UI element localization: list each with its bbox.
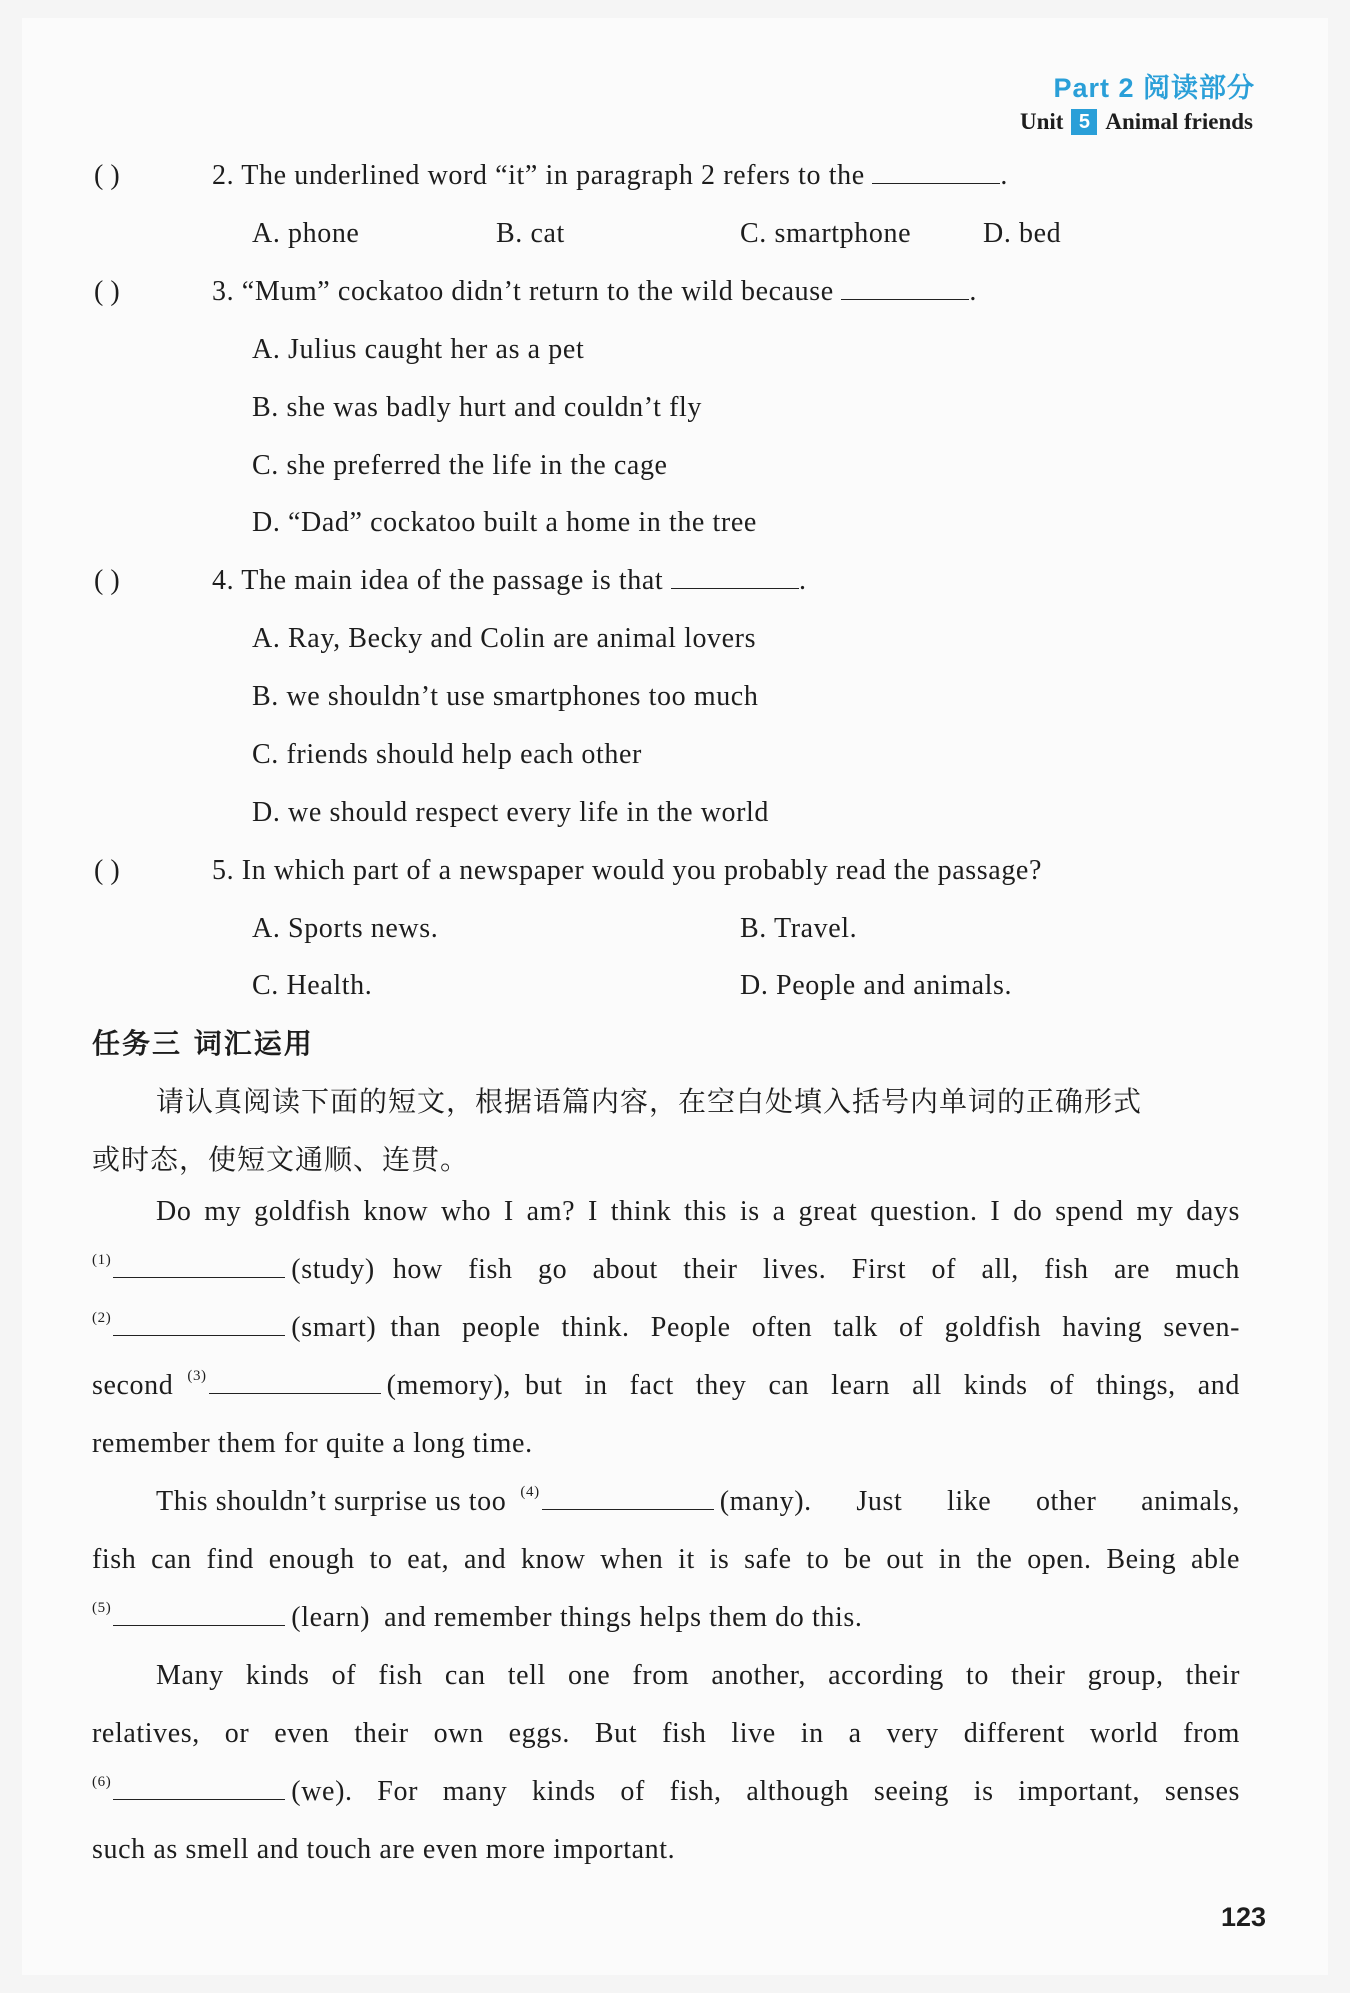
blank-number-2: (2) <box>92 1310 112 1326</box>
question-stem-q3: 3. “Mum” cockatoo didn’t return to the wild because . <box>212 276 978 307</box>
page-number: 123 <box>1220 1902 1266 1932</box>
blank-number-4: (4) <box>520 1484 540 1500</box>
option-q5-a: A. Sports news. <box>252 913 439 944</box>
blank-4[interactable] <box>542 1487 714 1510</box>
option-q2-c: C. smartphone <box>740 218 912 249</box>
passage-line-4 <box>92 1370 1240 1402</box>
passage-line-10: relatives, or even their own eggs. But fish live in a very different world from <box>92 1718 1240 1749</box>
option-q4-d: D. we should respect every life in the world <box>252 797 770 828</box>
option-q3-d: D. “Dad” cockatoo built a home in the tree <box>252 507 757 538</box>
instruction-line-1: 请认真阅读下面的短文，根据语篇内容，在空白处填入括号内单词的正确形式 <box>156 1085 1143 1118</box>
option-q5-c: C. Health. <box>252 970 373 1001</box>
hint-3: (memory), <box>386 1370 512 1401</box>
section-title: 任务三 词汇运用 <box>92 1027 314 1060</box>
unit-label: Unit <box>1019 109 1064 134</box>
option-q3-a: A. Julius caught her as a pet <box>252 334 585 365</box>
option-q4-a: A. Ray, Becky and Colin are animal lovers <box>252 623 757 654</box>
unit-title: Animal friends <box>1105 109 1253 134</box>
answer-paren-q5[interactable]: ( ) <box>94 855 120 886</box>
option-q5-d: D. People and animals. <box>740 970 1013 1001</box>
blank-number-1: (1) <box>92 1252 112 1268</box>
question-stem-q4: 4. The main idea of the passage is that . <box>212 565 807 596</box>
answer-paren-q2[interactable]: ( ) <box>94 160 120 191</box>
blank-number-6: (6) <box>92 1774 112 1790</box>
blank-3[interactable] <box>209 1371 381 1394</box>
hint-5: (learn) <box>291 1602 371 1633</box>
passage-line-7: fish can find enough to eat, and know when it is safe to be out in the open. Being able <box>92 1544 1240 1575</box>
hint-2: (smart) <box>291 1312 377 1343</box>
passage-line-5: remember them for quite a long time. <box>92 1428 533 1459</box>
instruction-line-2: 或时态，使短文通顺、连贯。 <box>92 1143 470 1176</box>
passage-text-2: how fish go about their lives. First of all, fish are much <box>392 1254 1240 1285</box>
option-q2-b: B. cat <box>496 218 565 249</box>
hint-6: (we). For many kinds of fish, although seeing is important, senses <box>291 1776 1240 1807</box>
passage-line-6 <box>156 1486 1240 1518</box>
question-stem-q2: 2. The underlined word “it” in paragraph 2 refers to the . <box>212 160 1008 191</box>
unit-number-badge: 5 <box>1071 109 1097 135</box>
passage-line-9: Many kinds of fish can tell one from another, according to their group, their <box>156 1660 1240 1691</box>
hint-1: (study) <box>291 1254 375 1285</box>
header-unit <box>1020 109 1253 135</box>
answer-paren-q4[interactable]: ( ) <box>94 565 120 596</box>
option-q4-c: C. friends should help each other <box>252 739 642 770</box>
passage-line-8 <box>92 1602 862 1634</box>
passage-text-4b: but in fact they can learn all kinds of things, and <box>525 1370 1240 1401</box>
option-q2-d: D. bed <box>983 218 1062 249</box>
blank-5[interactable] <box>113 1603 285 1626</box>
question-stem-q5: 5. In which part of a newspaper would you probably read the passage? <box>212 855 1042 886</box>
answer-paren-q3[interactable]: ( ) <box>94 276 120 307</box>
passage-line-12: such as smell and touch are even more important. <box>92 1834 676 1865</box>
passage-text-8: and remember things helps them do this. <box>384 1602 863 1633</box>
passage-text-4a: second <box>92 1370 174 1401</box>
passage-text-6a: This shouldn’t surprise us too <box>156 1486 507 1517</box>
option-q5-b: B. Travel. <box>740 913 858 944</box>
hint-4: (many). Just like other animals, <box>719 1486 1240 1517</box>
passage-line-2 <box>92 1254 1240 1286</box>
passage-line-11 <box>92 1776 1240 1808</box>
option-q3-c: C. she preferred the life in the cage <box>252 450 668 481</box>
header-part: Part 2 阅读部分 <box>1053 73 1255 103</box>
option-q3-b: B. she was badly hurt and couldn’t fly <box>252 392 702 423</box>
passage-line-3 <box>92 1312 1240 1344</box>
passage-text-3: than people think. People often talk of goldfish having seven- <box>390 1312 1240 1343</box>
option-q4-b: B. we shouldn’t use smartphones too much <box>252 681 759 712</box>
blank-1[interactable] <box>113 1255 285 1278</box>
passage-line-1: Do my goldfish know who I am? I think this is a great question. I do spend my days <box>156 1196 1240 1227</box>
blank-number-5: (5) <box>92 1600 112 1616</box>
blank-number-3: (3) <box>187 1368 207 1384</box>
blank-6[interactable] <box>113 1777 285 1800</box>
option-q2-a: A. phone <box>252 218 360 249</box>
blank-2[interactable] <box>113 1313 285 1336</box>
